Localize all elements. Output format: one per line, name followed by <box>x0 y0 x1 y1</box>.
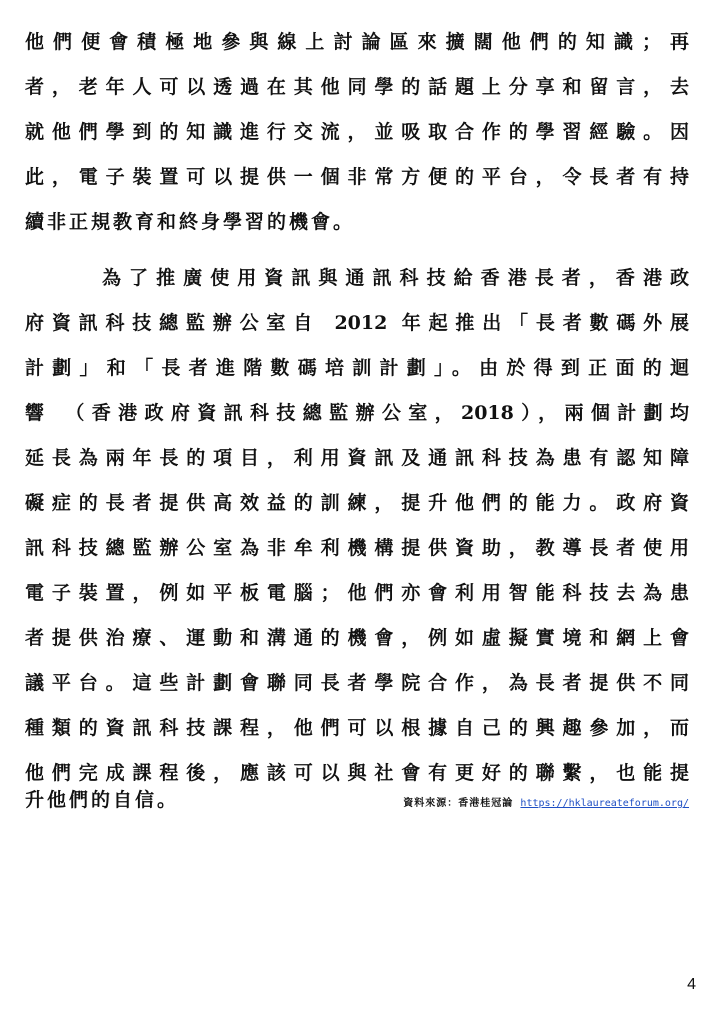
source-link[interactable]: https://hklaureateforum.org/ <box>520 798 689 809</box>
paragraph-line: 續非正規教育和終身學習的機會。 <box>25 211 356 233</box>
last-line-row <box>25 786 689 820</box>
paragraph-line: 響 （香港政府資訊科技總監辦公室，2018），兩個計劃均 <box>25 402 689 424</box>
paragraph-line: 電子裝置，例如平板電腦；他們亦會利用智能科技去為患 <box>25 582 689 604</box>
source-label: 資料來源：香港桂冠論 <box>403 798 514 809</box>
paragraph-line: 者提供治療、運動和溝通的機會，例如虛擬實境和網上會 <box>25 627 689 649</box>
paragraph-line-indented: 為了推廣使用資訊與通訊科技給香港長者，香港政 <box>102 267 689 289</box>
source-citation <box>403 797 689 811</box>
paragraph-line: 種類的資訊科技課程，他們可以根據自己的興趣參加，而 <box>25 717 689 739</box>
paragraph-line: 他們完成課程後，應該可以與社會有更好的聯繫，也能提 <box>25 762 689 784</box>
paragraph-line: 計劃」和「長者進階數碼培訓計劃」。由於得到正面的迴 <box>25 357 689 379</box>
paragraph-line: 者，老年人可以透過在其他同學的話題上分享和留言，去 <box>25 76 689 98</box>
paragraph-line: 府資訊科技總監辦公室自 2012 年起推出「長者數碼外展 <box>25 312 689 334</box>
paragraph-line: 他們便會積極地參與線上討論區來擴闊他們的知識；再 <box>25 31 689 53</box>
paragraph-line: 礙症的長者提供高效益的訓練，提升他們的能力。政府資 <box>25 492 689 514</box>
paragraph-line: 訊科技總監辦公室為非牟利機構提供資助，教導長者使用 <box>25 537 689 559</box>
paragraph-line: 延長為兩年長的項目，利用資訊及通訊科技為患有認知障 <box>25 447 689 469</box>
paragraph-line: 議平台。這些計劃會聯同長者學院合作，為長者提供不同 <box>25 672 689 694</box>
paragraph-line: 此，電子裝置可以提供一個非常方便的平台，令長者有持 <box>25 166 689 188</box>
page-number: 4 <box>687 976 696 993</box>
paragraph-line: 升他們的自信。 <box>25 789 180 811</box>
paragraph-line: 就他們學到的知識進行交流，並吸取合作的學習經驗。因 <box>25 121 689 143</box>
